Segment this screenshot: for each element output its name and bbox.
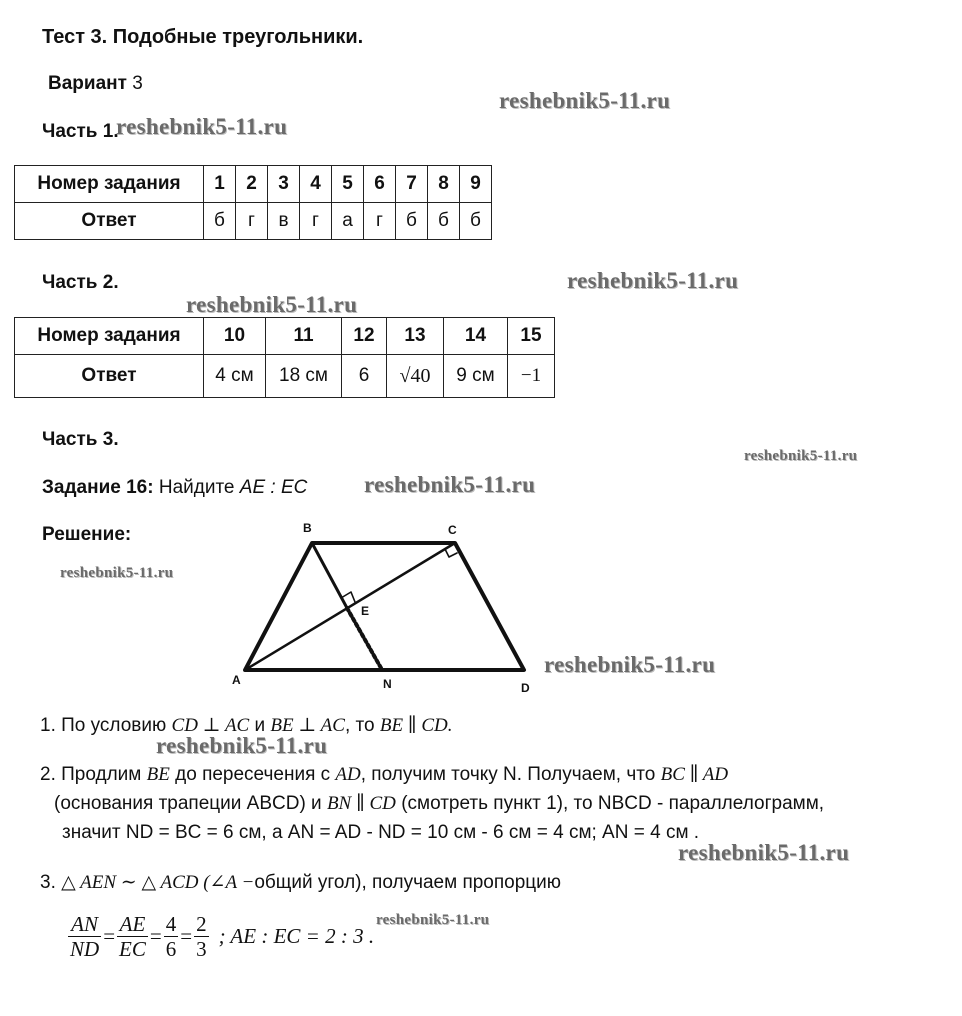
part2-header-label: Номер задания [15, 318, 204, 355]
fraction-numerator: 2 [196, 912, 207, 936]
variant-label: Вариант [48, 73, 127, 94]
step-2-line-2 [54, 792, 824, 815]
answer-cell: 9 см [444, 355, 508, 398]
test-title: Тест 3. Подобные треугольники. [42, 26, 364, 48]
answer-cell: 6 [342, 355, 387, 398]
step1-prefix: 1. По условию [40, 715, 167, 736]
task-number: 3 [268, 166, 300, 203]
fraction-denominator: EC [119, 937, 146, 961]
answer-cell: в [268, 203, 300, 240]
fraction-ae-ec [117, 912, 148, 961]
task-number: 10 [204, 318, 266, 355]
answer-cell: г [300, 203, 332, 240]
answer-cell: г [364, 203, 396, 240]
task-number: 9 [460, 166, 492, 203]
watermark: reshebnik5-11.ru [376, 912, 490, 928]
step2-ad: AD [335, 764, 361, 785]
part3-title: Часть 3. [42, 429, 119, 450]
task-number: 2 [236, 166, 268, 203]
watermark: reshebnik5-11.ru [186, 292, 358, 317]
step1-and: и [254, 715, 266, 736]
task-number: 14 [444, 318, 508, 355]
label-a: A [232, 673, 241, 687]
task-number: 13 [387, 318, 444, 355]
part1-answer-label: Ответ [15, 203, 204, 240]
fraction-numerator: AE [117, 912, 148, 937]
step3-expr: △ AEN ∼ △ ACD (∠A − [61, 872, 255, 893]
task16-expr: AE : EC [239, 477, 308, 498]
watermark: reshebnik5-11.ru [744, 448, 858, 464]
answer-cell: б [396, 203, 428, 240]
step2-prefix: 2. Продлим [40, 764, 142, 785]
task-number: 12 [342, 318, 387, 355]
solution-label: Решение: [42, 524, 132, 545]
watermark: reshebnik5-11.ru [678, 840, 850, 865]
step2-rest: , получим точку N. Получаем, что [360, 764, 656, 785]
fraction-denominator: 6 [165, 937, 177, 961]
step3-prefix: 3. [40, 872, 56, 893]
step2-line2-b: (смотреть пункт 1), то NBCD - параллелограмм, [401, 793, 825, 814]
label-b: B [303, 521, 312, 535]
step3-rest: общий угол), получаем пропорцию [254, 872, 562, 893]
task-number: 5 [332, 166, 364, 203]
watermark: reshebnik5-11.ru [499, 88, 671, 113]
right-angle-mark-c [445, 549, 457, 557]
trapezoid-outline [245, 543, 524, 670]
task-number: 6 [364, 166, 396, 203]
part1-header-label: Номер задания [15, 166, 204, 203]
fraction-denominator: 3 [196, 937, 207, 961]
task16-label: Задание 16: [42, 477, 154, 498]
step-2-line-3: значит ND = BC = 6 см, а AN = AD - ND = 10 см - 6 см = 4 см; AN = 4 см . [62, 822, 700, 843]
task-number: 4 [300, 166, 332, 203]
watermark: reshebnik5-11.ru [544, 652, 716, 677]
equals-sign: = [103, 924, 116, 948]
answer-cell: √40 [387, 355, 444, 398]
fraction-an-nd [68, 912, 101, 961]
task16-text: Найдите [158, 477, 235, 498]
step1-expr3: BE ∥ CD. [379, 715, 453, 736]
part2-answer-label: Ответ [15, 355, 204, 398]
label-d: D [521, 681, 530, 695]
step-2-line-1 [40, 763, 728, 786]
step1-expr2: BE ⊥ AC [270, 715, 345, 736]
fraction-2-3 [194, 912, 209, 961]
answer-cell: −1 [508, 355, 555, 398]
answer-cell: а [332, 203, 364, 240]
step2-mid: до пересечения с [175, 764, 331, 785]
task-number: 15 [508, 318, 555, 355]
step2-line2-a: (основания трапеции ABCD) и [54, 793, 322, 814]
fraction-denominator: ND [70, 937, 100, 961]
watermark: reshebnik5-11.ru [567, 268, 739, 293]
proportion-equation [66, 912, 374, 961]
step2-be: BE [146, 764, 170, 785]
variant-number: 3 [132, 73, 143, 94]
watermark: reshebnik5-11.ru [156, 733, 328, 758]
answer-cell: 4 см [204, 355, 266, 398]
equals-sign: = [149, 924, 162, 948]
label-c: C [448, 523, 457, 537]
fraction-numerator: AN [68, 912, 101, 937]
watermark: reshebnik5-11.ru [364, 472, 536, 497]
fraction-numerator: 4 [165, 912, 177, 936]
part1-title: Часть 1. [42, 121, 119, 142]
task-number: 8 [428, 166, 460, 203]
proportion-result: ; AE : EC = 2 : 3 . [218, 924, 375, 948]
answer-cell: б [428, 203, 460, 240]
task-number: 1 [204, 166, 236, 203]
task-number: 11 [266, 318, 342, 355]
step1-expr1: CD ⊥ AC [171, 715, 250, 736]
step2-bcad: BC ∥ AD [660, 764, 729, 785]
part2-title: Часть 2. [42, 272, 119, 293]
fraction-4-6 [164, 912, 179, 961]
label-n: N [383, 677, 392, 691]
answer-cell: б [204, 203, 236, 240]
watermark: reshebnik5-11.ru [60, 565, 174, 581]
step2-bncd: BN ∥ CD [326, 793, 396, 814]
step-3 [40, 871, 561, 894]
label-e: E [361, 604, 370, 618]
answer-cell: б [460, 203, 492, 240]
answer-cell: 18 см [266, 355, 342, 398]
answer-cell: г [236, 203, 268, 240]
watermark: reshebnik5-11.ru [116, 114, 288, 139]
task-number: 7 [396, 166, 428, 203]
equals-sign: = [180, 924, 193, 948]
step1-then: , то [344, 715, 375, 736]
